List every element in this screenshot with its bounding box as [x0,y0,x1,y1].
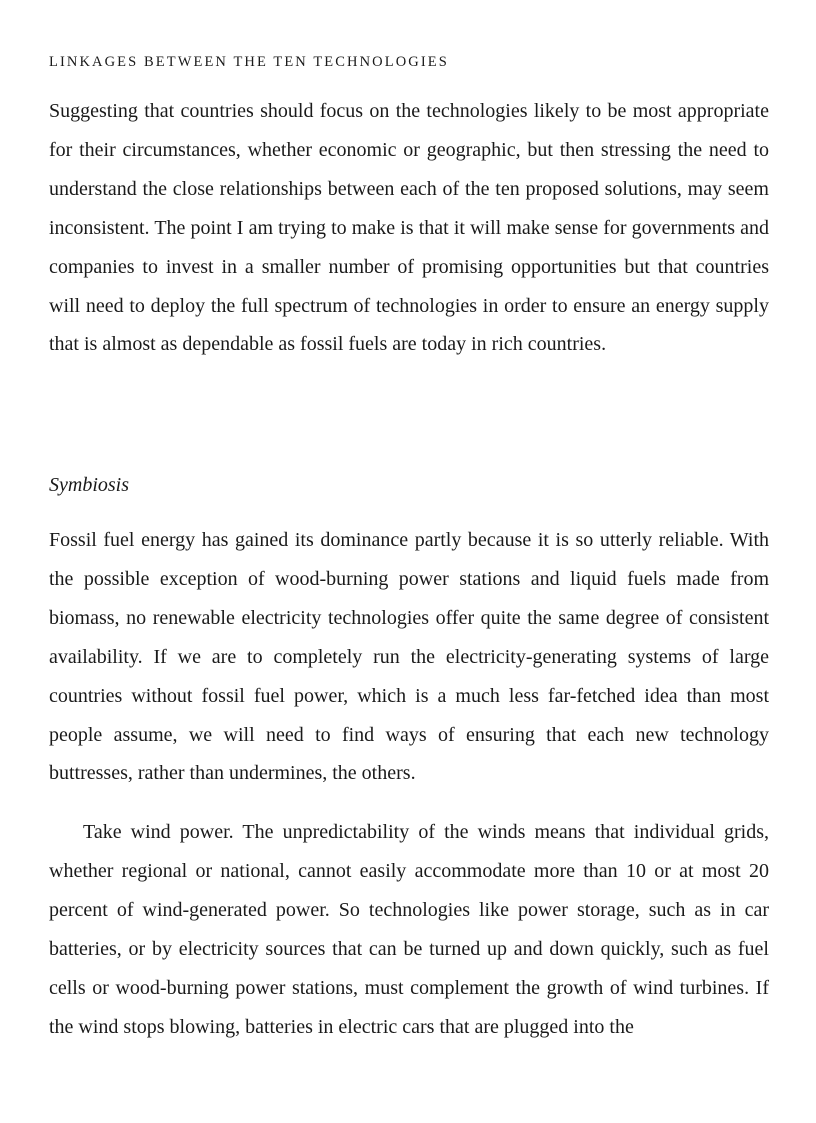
intro-paragraph: Suggesting that countries should focus on the technologies likely to be most appropriate for their circumstances, whether economic or geographic, but then stressing the need to understand the close relationships between each of the ten proposed solutions, may seem inconsistent. The point I am trying to make is that it will make sense for governments and companies to invest in a smaller number of promising opportunities but that countries will need to deploy the full spectrum of technologies in order to ensure an energy supply that is almost as dependable as fossil fuels are today in rich countries. [49,100,769,356]
symbiosis-paragraph-1: Fossil fuel energy has gained its dominance partly because it is so utterly reliable. With the possible exception of wood-burning power stations and liquid fuels made from biomass, no renewable electricity technologies offer quite the same degree of consistent availability. If we are to completely run the electricity-generating systems of large countries without fossil fuel power, which is a much less far-fetched idea than most people assume, we will need to find ways of ensuring that each new technology buttresses, rather than undermines, the others. [49,529,769,785]
section-heading: Symbiosis [49,474,129,496]
running-head: LINKAGES BETWEEN THE TEN TECHNOLOGIES [49,54,449,70]
symbiosis-paragraph-2: Take wind power. The unpredictability of the winds means that individual grids, whether regional or national, cannot easily accommodate more than 10 or at most 20 percent of wind-generated power. So technologies like power storage, such as in car batteries, or by electricity sources that can be turned up and down quickly, such as fuel cells or wood-burning power stations, must complement the growth of wind turbines. If the wind stops blowing, batteries in electric cars that are plugged into the [49,821,769,1038]
